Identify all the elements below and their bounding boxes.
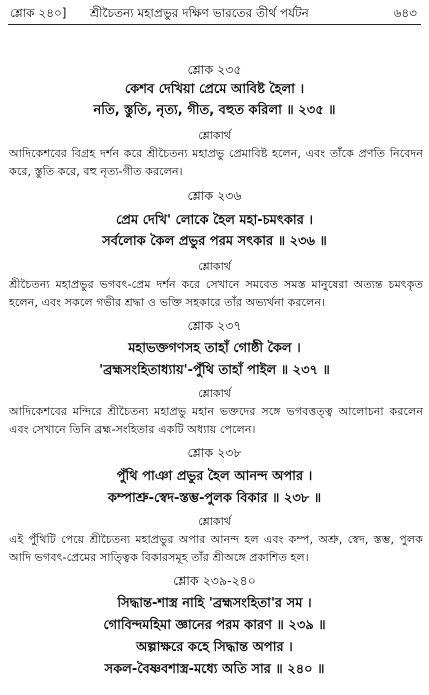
verse-number: শ্লোক ২৩৮ [187,445,242,460]
verse-number: শ্লোক ২৩৭ [187,318,242,333]
verse-number: শ্লোক ২৩৯-২৪০ [173,573,256,588]
translation-text: আদিকেশবের মন্দিরে শ্রীচৈতন্য মহাপ্রভু মহান ভক্তদের সঙ্গে ভগবত্তত্ত্ব আলোচনা করলেন এবং সেখানে তিনি ব্রহ্ম-সংহিতার একটি অধ্যায় পেলেন। [9,405,423,436]
verse-line: সর্বলোক কৈল প্রভুর পরম সৎকার ॥ ২৩৬ ॥ [102,234,327,249]
translation-text: আদিকেশবের বিগ্রহ দর্শন করে শ্রীচৈতন্য মহাপ্রভু প্রেমাবিষ্ট হলেন, এবং তাঁকে প্রণতি নিবেদন করে, স্তুতি করে, বহু নৃত্য-গীত করলেন। [9,147,423,178]
translation-label: শ্লোকার্থ [198,260,231,273]
verse-line: সকল-বৈষ্ণবশাস্ত্র-মধ্যে অতি সার ॥ ২৪০ ॥ [104,662,325,677]
header-rule [8,24,421,25]
running-header [10,5,417,25]
verse-line: 'ব্রহ্মসংহিতাধ্যায়'-পুঁথি তাহাঁ পাইল ॥ ২৩৭ ॥ [99,363,330,378]
translation-label: শ্লোকার্থ [198,387,231,400]
verse-line: প্রেম দেখি' লোকে হৈল মহা-চমৎকার । [115,213,314,228]
translation-text: শ্রীচৈতন্য মহাপ্রভুর ভগবৎ-প্রেম দর্শন করে সেখানে সমবেত সমস্ত মানুষেরা অত্যন্ত চমৎকৃত হলেন, এবং সকলে গভীর শ্রদ্ধা ও ভক্তি সহকারে তাঁর অভ্যর্থনা করলেন। [9,278,423,309]
verse-line: গোবিন্দমহিমা জ্ঞানের পরম কারণ ॥ ২৩৯ ॥ [103,618,326,633]
header-verse-range: শ্লোক ২৪০] [10,6,67,20]
translation-text: এই পুঁথিটি পেয়ে শ্রীচৈতন্য মহাপ্রভুর অপার আনন্দ হল এবং কম্প, অশ্রু, স্বেদ, স্তম্ভ, পুলক আদি ভগবৎ-প্রেমের সাত্ত্বিক বিকারসমূহ তাঁর শ্রীঅঙ্গে প্রকাশিত হল। [9,533,423,564]
header-chapter-title: শ্রীচৈতন্য মহাপ্রভুর দক্ষিণ ভারতের তীর্থ পর্যটন [90,6,309,20]
verse-line: নতি, স্তুতি, নৃত্য, গীত, বহুত করিলা ॥ ২৩৫ ॥ [93,103,336,118]
page-number: ৬৪৩ [393,6,417,20]
verse-line: কেশব দেখিয়া প্রেমে আবিষ্ট হৈলা । [124,82,305,97]
verse-line: কম্পাশ্রু-স্বেদ-স্তম্ভ-পুলক বিকার ॥ ২৩৮ ॥ [107,491,322,506]
translation-label: শ্লোকার্থ [198,129,231,142]
verse-line: মহাভক্তগণসহ তাহাঁ গোষ্ঠী কৈল । [128,341,301,356]
verse-line: পুঁথি পাঞা প্রভুর হৈল আনন্দ অপার । [116,469,313,484]
verse-number: শ্লোক ২৩৬ [187,188,242,203]
verse-line: অল্পাক্ষরে কহে সিদ্ধান্ত অপার । [136,640,293,655]
verse-line: সিদ্ধান্ত-শাস্ত্র নাহি 'ব্রহ্মসংহিতা'র সম । [117,596,312,611]
verse-number: শ্লোক ২৩৫ [187,62,242,77]
translation-label: শ্লোকার্থ [198,515,231,528]
